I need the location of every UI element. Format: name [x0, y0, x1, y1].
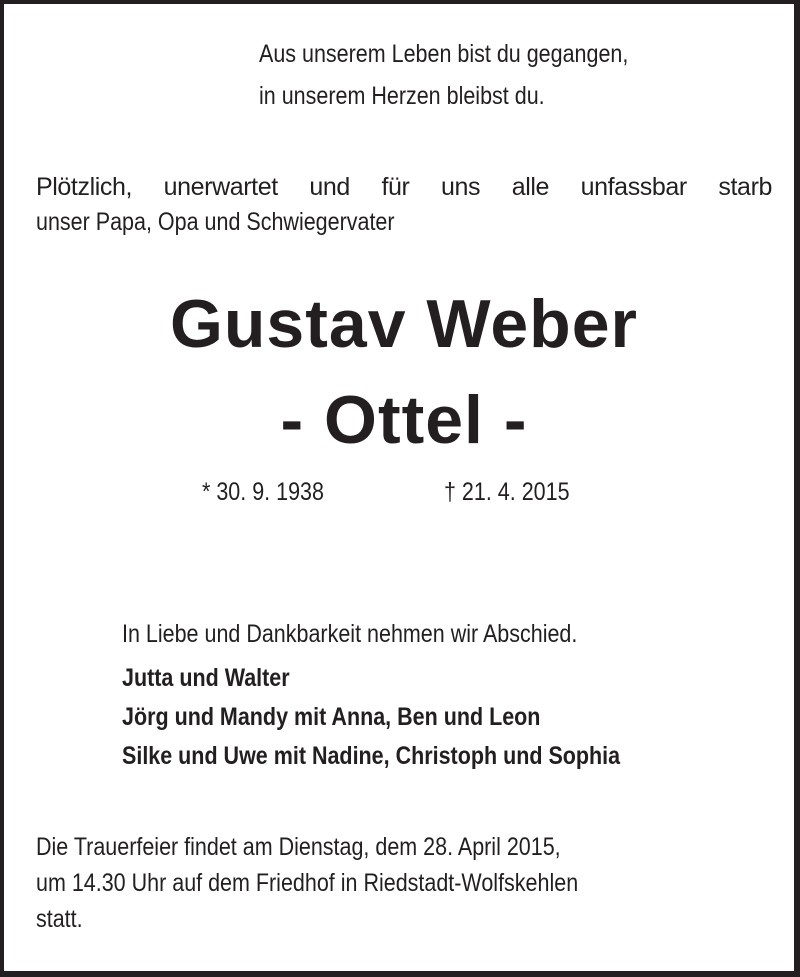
- motto-line-1: Aus unserem Leben bist du gegangen,: [259, 40, 629, 68]
- birth-date: * 30. 9. 1938: [202, 478, 324, 506]
- farewell-text: In Liebe und Dankbarkeit nehmen wir Abschied.: [122, 620, 578, 648]
- funeral-info-line-1: Die Trauerfeier findet am Dienstag, dem 28. April 2015,: [36, 833, 561, 861]
- mourner-line: Silke und Uwe mit Nadine, Christoph und Sophia: [122, 742, 621, 770]
- deceased-name: Gustav Weber: [169, 286, 638, 362]
- intro-line-2: unser Papa, Opa und Schwiegervater: [36, 208, 395, 236]
- funeral-info-line-2: um 14.30 Uhr auf dem Friedhof in Riedstadt-Wolfskehlen: [36, 869, 579, 897]
- mourner-line: Jörg und Mandy mit Anna, Ben und Leon: [122, 703, 541, 731]
- deceased-nickname: - Ottel -: [280, 382, 528, 458]
- mourner-line: Jutta und Walter: [122, 664, 290, 692]
- intro-line-1: Plötzlich, unerwartet und für uns alle unfassbar starb: [36, 173, 772, 201]
- motto-line-2: in unserem Herzen bleibst du.: [259, 82, 545, 110]
- funeral-info-line-3: statt.: [36, 905, 83, 933]
- death-date: † 21. 4. 2015: [444, 478, 570, 506]
